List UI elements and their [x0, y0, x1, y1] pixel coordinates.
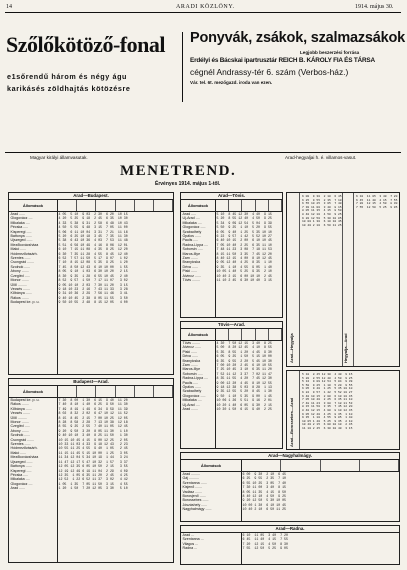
table-row: 1 05 1 35 7 05 11 50 3 15 4 55	[58, 481, 128, 486]
ad-divider	[182, 32, 183, 102]
table-row: 6 10 7 15 11 08 4 35 8 25 12 20	[58, 247, 128, 252]
table-row: 4 33 5 38 9 31 2 58 6 48 10 43	[58, 220, 128, 225]
table-row: 7 30 8 00 1 30 6 15 9 40 11 20	[58, 398, 128, 402]
table-row: Piski ......	[182, 269, 198, 274]
table-row: Maros-Illye	[182, 251, 201, 256]
table-row: Ópálos ......	[182, 234, 201, 239]
table-row: 5 10 8 45 12 30 4 40 9 15	[302, 373, 353, 376]
table-borossebes	[286, 370, 400, 450]
ad-left-title: Szőlőkötöző-fonal	[6, 32, 165, 57]
table-row: 9 35 1 10 4 55 9 05 1 40	[216, 264, 272, 269]
table-title: Arad—Budapest.	[9, 193, 173, 200]
table-row: 11 34 12 04 5 34 10 19 1 44 3 24	[58, 455, 128, 460]
table-row: Soborsin .....	[182, 247, 203, 252]
table-row: Szolnok ......	[10, 264, 31, 269]
timetable-valid: Érvényes 1914. május 1-től.	[155, 181, 221, 187]
table-row: 6 05 9 40 1 25 5 35 10 10	[302, 387, 353, 391]
table-row: Csongrád .......	[10, 260, 35, 265]
table-row: 8 40 12 15 4 00 8 10 12 45	[216, 256, 272, 261]
table-row: Borossebes ......	[182, 498, 209, 503]
table-row: 5 35 8 55 1 20 4 45 9 30	[216, 349, 272, 354]
table-header	[9, 386, 173, 398]
table-row: 6 00 9 30 2 10 6 45	[302, 195, 342, 198]
table-row: 10 00 1 30 6 10 10 45	[302, 220, 342, 224]
table-row: 4 05 5 10 9 03 2 30 6 20 10 15	[58, 212, 128, 216]
table-row: Üllő .........	[10, 415, 27, 420]
table-row: 7 20 12 15 4 50 8 30	[242, 541, 289, 546]
table-row: Mikalaka ....	[182, 398, 202, 403]
table-row: Arad ......	[10, 212, 26, 216]
table-row: 6 40 10 15 2 00 6 10 10 45	[216, 238, 272, 243]
ad-right-address: cégnél Andrassy-tér 6. szám (Verbos-ház.)	[190, 67, 349, 77]
vertical-title-c: Arad—Borossebes—Arad	[289, 397, 294, 447]
table-row: 10 40 2 15 6 00 10 10 2 45	[302, 423, 353, 427]
table-row: 10 15 10 45 4 15 9 00 12 25 2 05	[58, 437, 128, 442]
times-grid	[58, 398, 174, 563]
table-row: Alvincz ......	[182, 345, 201, 350]
table-row: Glogovácz ....	[10, 481, 33, 486]
table-row: Monor .......	[10, 420, 29, 425]
table-row: Gáj ..........	[182, 476, 200, 481]
table-row: Makó ......	[10, 450, 27, 455]
table-row: Makó ......	[10, 247, 27, 252]
table-row: Arad .........	[182, 472, 201, 476]
table-row: 9 50 10 55 2 48 8 15 12 05 4 00	[58, 300, 128, 305]
times-grid	[58, 212, 174, 375]
newspaper-name: ARADI KÖZLÖNY.	[176, 4, 235, 10]
table-row: Czegléd .....	[10, 424, 30, 429]
table-row: 10 05 1 40 5 25 9 35 2 10	[216, 269, 272, 274]
table-row: Kőbánya ......	[10, 406, 32, 411]
table-row: 10 06 1 26 5 51 9 16 2 01	[216, 398, 272, 403]
table-row: Pécska .....	[10, 472, 29, 477]
vertical-title-a: Arad—Hegyalja	[289, 333, 294, 363]
table-row: 5 50 9 25 1 10 5 20 9 55	[216, 225, 272, 230]
table-title: Arad—Radna.	[181, 526, 399, 533]
table-row: 5 34 9 09 12 54 5 04 9 39	[216, 220, 272, 225]
table-row: 10 05 1 40 5 25 9 35 2 10	[302, 419, 353, 423]
timetable-title: MENETREND.	[120, 163, 237, 179]
table-header	[181, 200, 282, 212]
table-row: Mezőkovácsháza	[10, 455, 39, 460]
ad-right-sub: Legjobb beszerzési forrása	[300, 50, 360, 55]
table-row: 6 45 11 40 4 15 7 55	[242, 537, 289, 542]
table-row: 8 30 9 35 1 28 6 55 10 45 2 40	[58, 273, 128, 278]
table-row: 7 55 12 50 5 25 9 05	[242, 546, 289, 551]
table-row: Csongrád .......	[10, 437, 35, 442]
table-row: 11 10 2 45 6 30 10 40 3 15	[302, 426, 353, 430]
table-row: 9 05 12 40 4 25 8 35 1 10	[302, 412, 353, 416]
table-row: Budapest ke. p. u.	[10, 398, 40, 402]
table-row: 10 00 1 30 6 10 10 45	[242, 502, 287, 507]
issue-date: 1914. május 30.	[355, 4, 394, 10]
page-number: 14	[6, 4, 12, 10]
ad-right-firm: Erdélyi és Bácskai ipartrusztár REICH B. KÁROLY FIA ÉS TÁRSA	[190, 57, 375, 64]
table-row: Üllő .........	[10, 282, 27, 287]
table-header	[9, 200, 173, 212]
table-row: 7 48 11 23 3 08 7 18 11 53	[216, 247, 272, 252]
vertical-grid-a	[301, 195, 342, 365]
table-row: Vilagos ...	[182, 541, 199, 546]
table-row: 8 05 9 10 1 03 6 30 10 20 2 15	[58, 269, 128, 274]
table-row: 7 30 11 00 3 40 8 15	[242, 485, 287, 490]
table-row: Arad ...	[182, 533, 195, 537]
section-rule-top	[5, 152, 401, 153]
table-row: 12 19 12 49 6 19 11 04 2 29 4 09	[58, 468, 128, 473]
table-row: Szentes ......	[10, 442, 31, 447]
table-row: 6 25 9 55 2 35 7 10	[242, 476, 287, 481]
table-arad-budapest	[8, 192, 174, 375]
table-row: Borosjenő ......	[182, 494, 206, 499]
table-row: 12 35 1 05 6 35 11 20 2 45 4 25	[58, 472, 128, 477]
table-title: Tövis—Arad.	[181, 322, 282, 329]
table-row: Battonya ......	[10, 464, 32, 469]
table-row: 7 25 10 45 3 10 6 35 11 20	[216, 367, 272, 372]
table-row: Glogovácz .....	[182, 393, 206, 398]
table-row: 9 35 1 10 4 55 9 05 1 40	[302, 416, 353, 420]
table-hegyalja	[286, 192, 400, 367]
table-row: Paulis .....	[182, 380, 199, 385]
table-row: Uj-Arad ....	[182, 402, 200, 407]
table-row: Tövis ........	[182, 341, 201, 345]
table-tovis-arad	[180, 321, 283, 449]
table-row: Rákos .......	[10, 402, 29, 407]
station-header: Állomások	[181, 329, 216, 340]
table-row: Szolnok ......	[10, 433, 31, 438]
table-row: 6 40 10 15 2 00 6 10 10 45	[302, 394, 353, 398]
table-row: Rákos .......	[10, 295, 29, 300]
table-row: 8 05 11 35 4 15 8 50	[242, 489, 287, 494]
table-row: Mikalaka ....	[10, 477, 30, 482]
ad-right-note: Vár. tel. 6t. mezőgazd. iroda van ezen.	[190, 80, 273, 85]
table-row: 9 31 10 36 2 29 7 56 11 46 3 41	[58, 291, 128, 296]
table-row: 6 00 9 30 2 10 6 45	[242, 472, 287, 476]
table-row: Déva ......	[182, 354, 198, 359]
section-left: Magyar királyi államvasutak.	[30, 155, 88, 160]
table-row: 5 20 6 25 10 18 3 45 7 35 11 30	[58, 234, 128, 239]
table-header	[181, 460, 399, 472]
table-row: Szentes ......	[10, 256, 31, 261]
table-row: 10 55 11 25 4 55 9 40 1 05 2 45	[58, 446, 128, 451]
section-right: Arad-hegyaljai h. é. villamos-vasut.	[285, 155, 357, 160]
table-row: 10 33 11 03 4 33 9 18 12 43 2 23	[58, 442, 128, 447]
table-row: 5 00 8 20 12 45 4 10 8 55	[216, 345, 272, 350]
table-row: Mikalaka ....	[10, 220, 30, 225]
table-row: Radna ...	[182, 546, 198, 551]
table-row: Vecsés .......	[10, 286, 31, 291]
table-row: Abony .......	[10, 428, 29, 433]
table-row: 10 20 1 40 6 05 9 30 2 15	[216, 402, 272, 407]
table-row: 8 15 11 50 3 35 7 45 12 20	[302, 405, 353, 409]
station-list	[181, 212, 216, 318]
table-row: 9 05 12 40 4 25 8 35 1 10	[216, 260, 272, 265]
table-row: 7 10 8 15 12 08 5 35 9 25 1 20	[58, 260, 128, 265]
table-row: Zam .......	[182, 363, 198, 368]
table-title: Budapest—Arad.	[9, 379, 173, 386]
table-row: Glogovácz ....	[10, 216, 33, 221]
table-row: 7 52 11 12 3 37 7 02 11 47	[216, 371, 272, 376]
table-row: Battonya ......	[10, 234, 32, 239]
table-row: 6 05 9 40 1 25 5 35 10 10	[216, 229, 272, 234]
station-header: Állomások	[181, 200, 216, 211]
table-arad-radna	[180, 525, 400, 565]
table-row: 4 30 7 50 12 15 3 40 8 25	[216, 341, 272, 345]
table-title: Arad—Tövis.	[181, 193, 282, 200]
table-row: Szabadhely	[182, 229, 202, 234]
table-row: 7 00 10 20 2 45 6 10 10 55	[216, 363, 272, 368]
table-row: 8 40 12 10 4 50 9 25	[242, 494, 287, 499]
table-row: 9 40 10 10 3 40 8 25 11 50 1 30	[58, 433, 128, 438]
table-row: Ujszeged ......	[10, 238, 33, 243]
table-row: Arad .....	[182, 212, 197, 216]
table-row: Mezőkovácsháza	[10, 242, 39, 247]
table-row: Kőbánya ......	[10, 291, 32, 296]
table-row: 6 22 9 57 1 42 5 52 10 27	[302, 390, 353, 394]
table-row: Branyicska	[182, 358, 201, 363]
table-row: 12 05 12 35 6 05 10 50 2 15 3 55	[58, 464, 128, 469]
table-row: 4 20 5 25 9 18 2 45 6 35 10 30	[58, 216, 128, 221]
table-row: Szabadhely	[182, 389, 202, 394]
table-row: 6 35 9 55 2 20 5 45 10 30	[216, 358, 272, 363]
table-row: Zam .......	[182, 256, 198, 261]
ad-left	[5, 28, 180, 104]
table-row: 9 18 10 23 2 16 7 43 11 33 3 28	[58, 286, 128, 291]
table-row: 5 50 9 25 1 10 5 20 9 55	[302, 383, 353, 387]
times-grid	[216, 212, 283, 318]
table-row: 5 51 6 56 10 49 4 16 8 06 12 01	[58, 242, 128, 247]
table-row: 1 20 1 50 7 20 12 05 3 30 5 10	[58, 486, 128, 491]
table-row: 6 30 7 35 11 28 4 55 8 45 12 40	[58, 251, 128, 256]
table-row: 10 30 1 50 6 15 9 40 2 25	[216, 407, 272, 412]
table-row: Déva ......	[182, 264, 198, 269]
header-rule	[5, 12, 401, 13]
table-row: 5 34 9 09 12 54 5 04 9 39	[302, 380, 353, 384]
table-row: 9 00 12 20 4 45 8 10 12 55	[216, 380, 272, 385]
table-row: 10 40 2 10 6 50 11 25	[302, 223, 342, 227]
table-row: Alvincz ......	[182, 273, 201, 278]
table-row: 11 10 2 45 6 30 10 40 3 15	[216, 278, 272, 283]
table-row: Czegléd .....	[10, 273, 30, 278]
table-row: 8 28 8 58 2 28 7 13 10 38 12 18	[58, 420, 128, 425]
table-row: 7 40 8 10 1 40 6 25 9 50 11 30	[58, 402, 128, 407]
table-row: 8 52 9 57 1 50 7 17 11 07 3 02	[58, 278, 128, 283]
table-row: 9 40 10 45 2 38 8 05 11 55 3 50	[58, 295, 128, 300]
table-row: 6 22 9 57 1 42 5 52 10 27	[216, 234, 272, 239]
table-row: 5 10 8 45 12 30 4 40 9 15	[216, 212, 272, 216]
table-row: Budapest ke. p. u.	[10, 300, 40, 305]
table-row: 7 30 11 00 3 40 8 15	[302, 205, 342, 209]
table-row: 11 15 11 45 5 15 10 00 1 25 3 05	[58, 450, 128, 455]
table-row: 5 38 6 43 10 36 4 03 7 53 11 48	[58, 238, 128, 243]
table-row: 8 35 11 55 4 20 7 45 12 30	[216, 376, 272, 381]
table-row: 9 05 10 10 2 03 7 30 11 20 3 15	[58, 282, 128, 287]
table-row: Arad ......	[10, 486, 26, 491]
ad-right-title: Ponyvák, zsákok, szalmazsákok	[190, 30, 406, 46]
table-row: Nagyhalmágy ......	[182, 507, 212, 512]
table-row: Szentanna ...	[182, 537, 204, 542]
table-row: 7 20 12 15 4 50 8 30	[356, 202, 398, 206]
table-row: 10 40 2 10 6 50 11 25	[242, 507, 287, 512]
vertical-title-b: Hegyalja—Arad	[343, 333, 348, 363]
times-grid	[242, 533, 400, 565]
table-row: 8 40 12 10 4 50 9 25	[302, 212, 342, 216]
table-row: 6 05 9 25 1 50 5 15 10 00	[216, 354, 272, 359]
table-row: 8 02 8 32 2 02 6 47 10 12 11 52	[58, 411, 128, 416]
table-row: 7 05 10 40 2 25 6 35 11 10	[302, 398, 353, 402]
station-list	[9, 212, 58, 375]
table-row: Radna-Lippa ....	[182, 376, 209, 381]
table-row: 6 10 11 05 3 40 7 20	[242, 533, 289, 537]
table-row: Ópálos ......	[182, 385, 201, 390]
station-list	[9, 398, 58, 563]
station-header: Állomások	[9, 386, 58, 397]
ad-left-line1: e1sőrendű három és négy águ	[7, 72, 128, 81]
table-row: Abony .......	[10, 269, 29, 274]
times-grid	[242, 472, 400, 522]
table-row: 8 15 8 45 2 15 7 00 10 25 12 05	[58, 415, 128, 420]
table-row: 8 55 9 25 2 55 7 40 11 05 12 45	[58, 424, 128, 429]
table-row: Branyicska	[182, 260, 201, 265]
table-row: 6 55 10 25 3 05 7 40	[302, 202, 342, 206]
table-row: 6 55 10 25 3 05 7 40	[242, 480, 287, 485]
table-row: 7 49 8 19 1 49 6 34 9 59 11 39	[58, 406, 128, 411]
table-row: Paulis .....	[182, 238, 199, 243]
table-row: Szentanna ......	[182, 480, 207, 485]
ad-left-line2: karikásés zöldhajtás kötözésre	[7, 84, 131, 93]
table-row: Monor .......	[10, 278, 29, 283]
table-arad-nagyhalmagy	[180, 452, 400, 522]
table-row: 4 50 5 55 9 48 3 15 7 05 11 00	[58, 225, 128, 230]
table-row: Uj-Arad ....	[182, 216, 200, 221]
table-row: 5 06 6 11 10 04 3 31 7 21 11 16	[58, 229, 128, 234]
station-list	[181, 472, 242, 522]
station-header: Állomások	[181, 460, 242, 471]
table-row: Arad .......	[182, 407, 199, 412]
table-row: 5 20 8 55 12 40 4 50 9 25	[302, 376, 353, 380]
vertical-grid-b	[355, 195, 400, 365]
table-row: 6 25 9 55 2 35 7 10	[302, 198, 342, 202]
table-row: 6 52 7 57 11 50 5 17 9 07 1 02	[58, 256, 128, 261]
station-header: Állomások	[9, 200, 58, 211]
table-row: Vecsés .......	[10, 411, 31, 416]
times-grid	[216, 341, 283, 449]
table-row: Kisjenő .......	[182, 485, 203, 490]
station-list	[181, 341, 216, 449]
table-row: 9 18 12 38 5 03 8 28 1 13	[216, 385, 272, 390]
table-row: 9 20 12 50 5 30 10 05	[242, 498, 287, 503]
table-row: Ujszeged ......	[10, 459, 33, 464]
vertical-grid-c	[301, 373, 400, 449]
table-row: Maros-Illye	[182, 367, 201, 372]
table-row: Kisperegi .....	[10, 229, 32, 234]
table-row: Radna-Lippa ....	[182, 242, 209, 247]
table-row: Glogovácz .....	[182, 225, 206, 230]
table-title: Arad—Nagyhalmágy.	[181, 453, 399, 460]
table-row: Tövis ........	[182, 278, 201, 283]
table-row: 7 45 8 50 12 43 6 10 10 00 1 55	[58, 264, 128, 269]
table-row: 11 47 12 17 5 47 10 32 1 57 3 37	[58, 459, 128, 464]
table-budapest-arad	[8, 378, 174, 563]
table-row: 6 45 11 40 4 15 7 55	[356, 198, 398, 202]
table-row: Kisperegi .....	[10, 468, 32, 473]
table-row: 10 40 2 15 6 00 10 10 2 45	[216, 273, 272, 278]
table-row: 9 20 9 50 3 20 8 05 11 30 1 10	[58, 428, 128, 433]
table-header	[181, 329, 282, 341]
station-list	[181, 533, 242, 565]
table-row: Hódmezővásárh.	[10, 251, 38, 256]
table-row: 7 55 12 50 5 25 9 05	[356, 205, 398, 209]
table-row: 8 15 11 50 3 35 7 45 12 20	[216, 251, 272, 256]
table-row: 9 50 1 10 5 35 9 00 1 45	[216, 393, 272, 398]
table-row: Mikalaka ....	[182, 220, 202, 225]
table-row: Hódmezővásárh.	[10, 446, 38, 451]
table-row: Piski ......	[182, 349, 198, 354]
table-row: Soborsin .....	[182, 371, 203, 376]
table-row: Pécska .....	[10, 225, 29, 230]
table-row: Jószáshely ......	[182, 502, 208, 507]
table-row: 9 20 12 50 5 30 10 05	[302, 216, 342, 220]
table-row: 7 05 10 40 2 25 6 35 11 10	[216, 242, 272, 247]
table-row: 7 48 11 23 3 08 7 18 11 53	[302, 401, 353, 405]
table-arad-tovis	[180, 192, 283, 318]
table-row: 9 35 12 55 5 20 8 45 1 30	[216, 389, 272, 394]
table-row: 6 10 11 05 3 40 7 20	[356, 195, 398, 198]
table-row: Vadász .......	[182, 489, 203, 494]
table-row: 8 05 11 35 4 15 8 50	[302, 209, 342, 213]
table-row: 12 52 1 22 6 52 11 37 3 02 4 42	[58, 477, 128, 482]
table-row: 5 20 8 55 12 40 4 50 9 25	[216, 216, 272, 221]
table-row: 8 40 12 15 4 00 8 10 12 45	[302, 408, 353, 412]
